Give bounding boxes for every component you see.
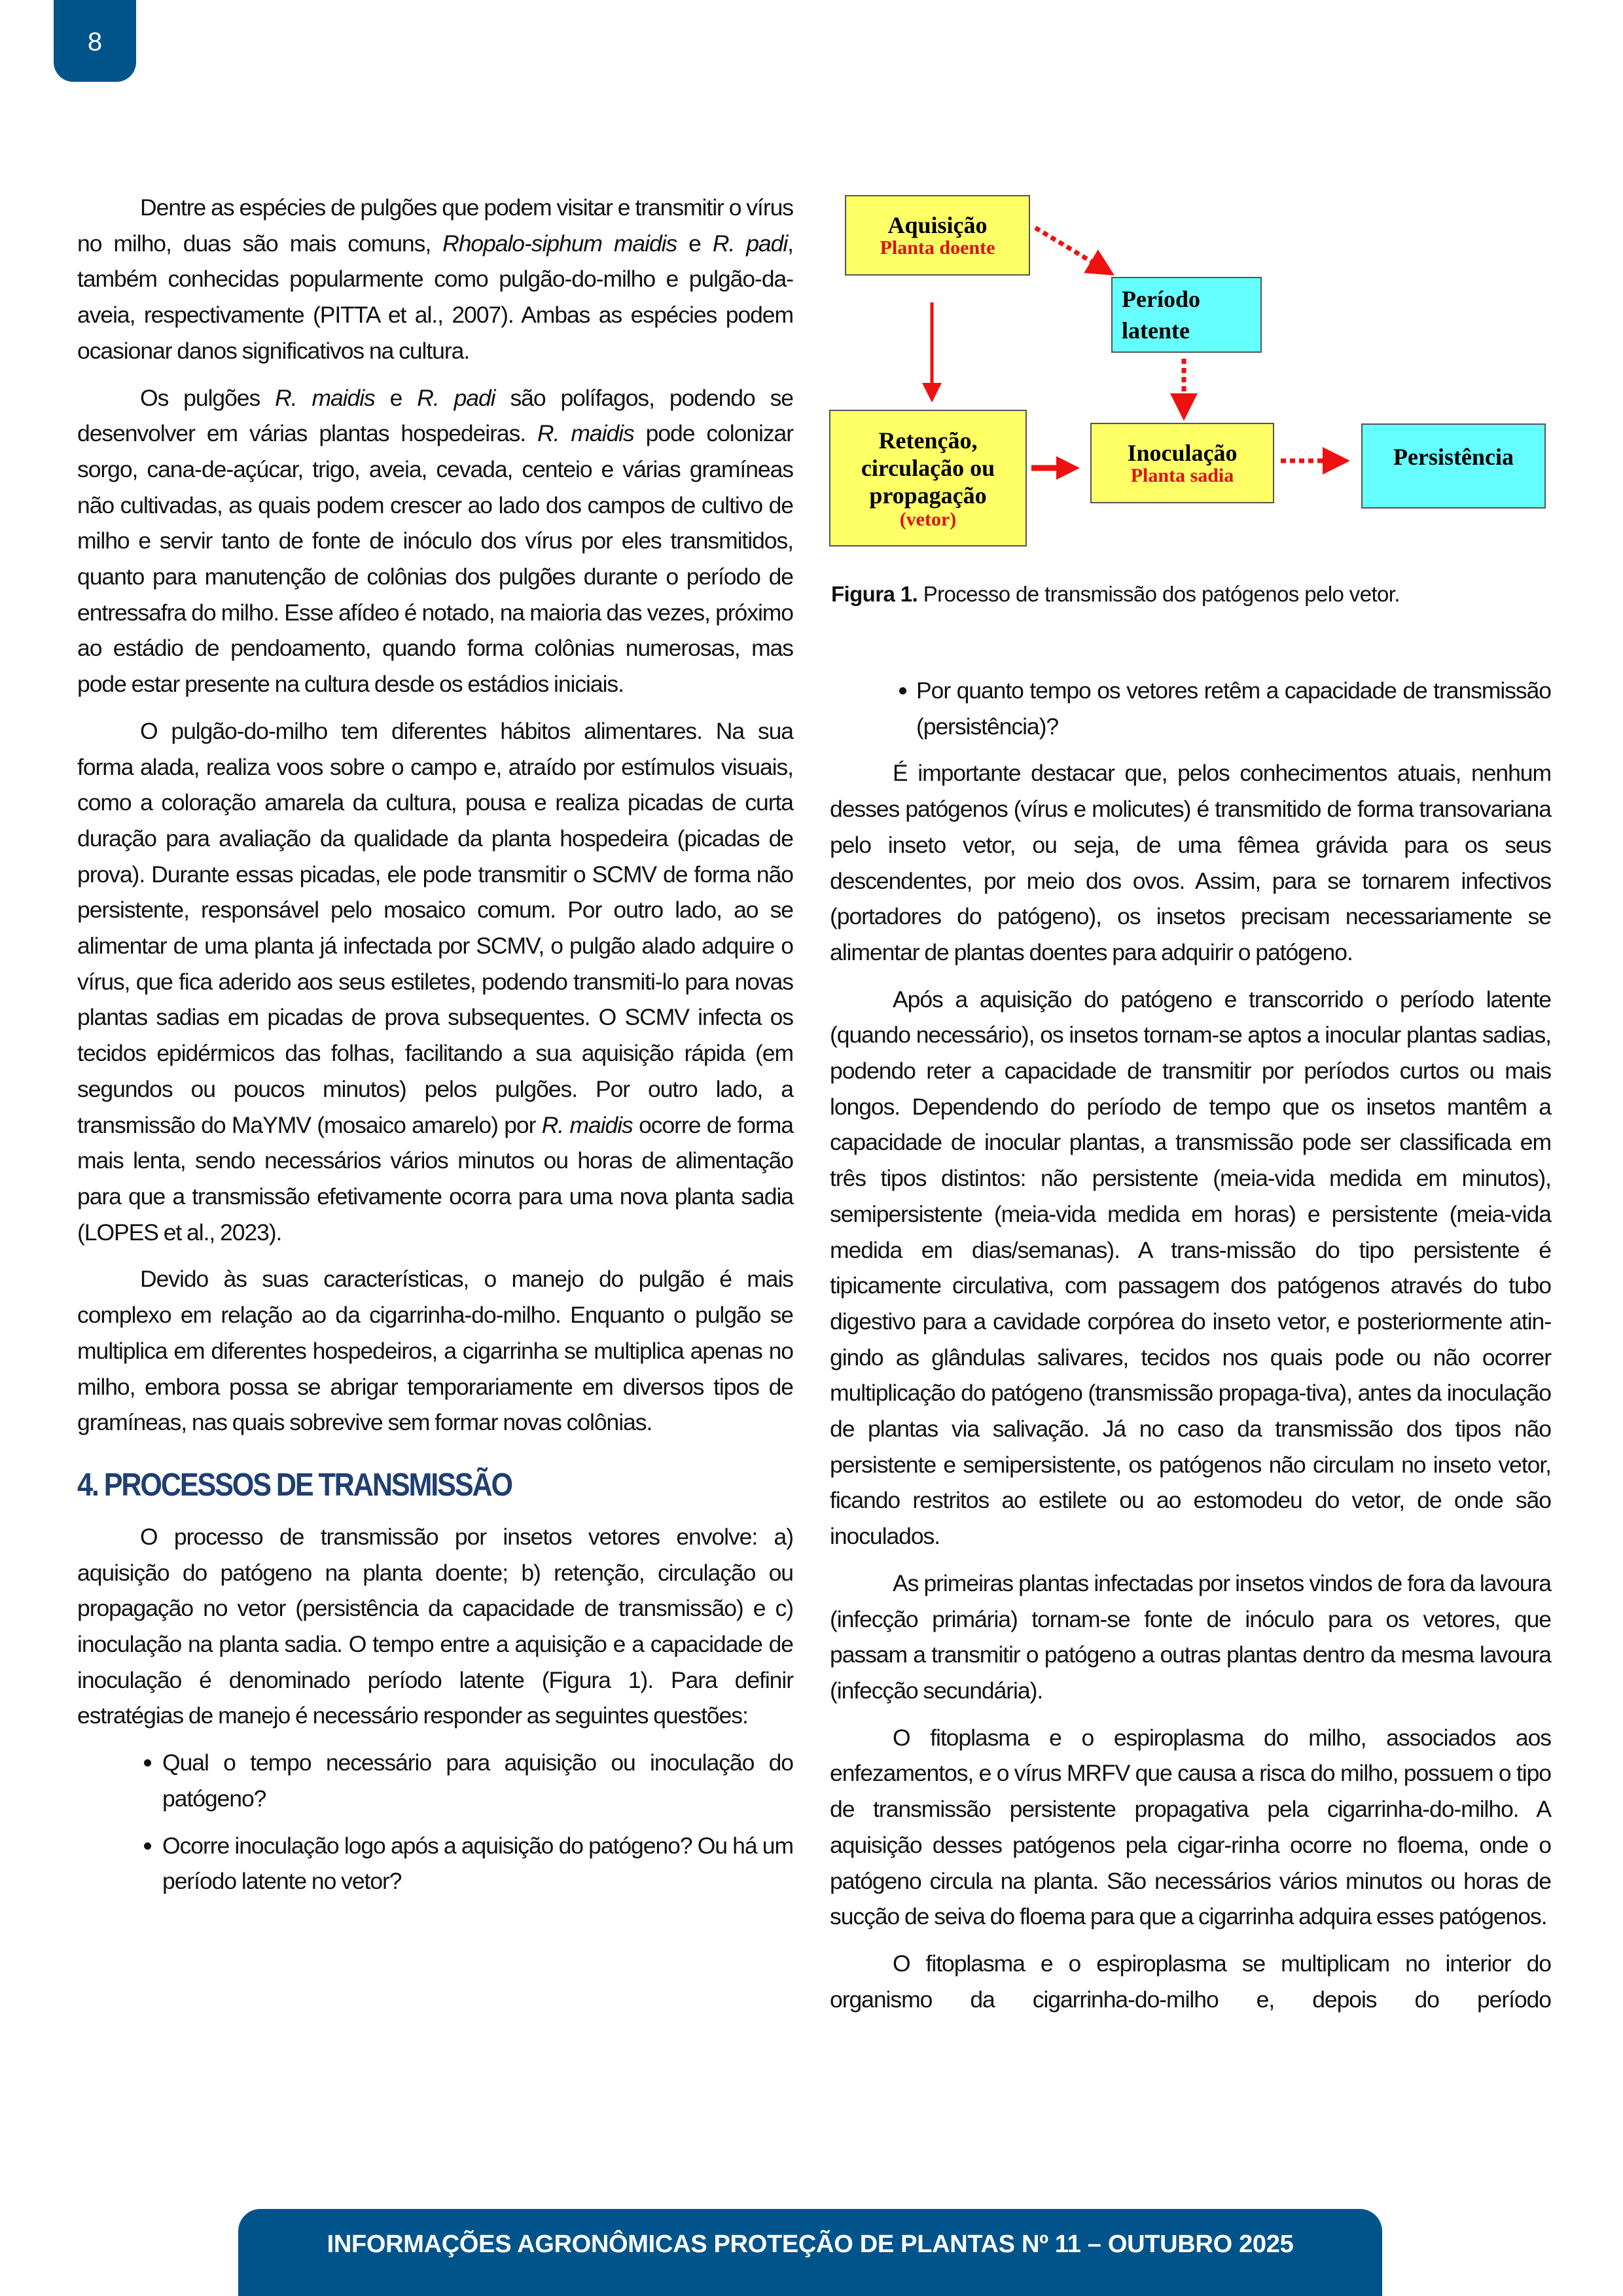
text: são polífagos, podendo se desenvolver em várias plantas hospedeiras. <box>77 384 793 447</box>
text: e <box>374 384 418 411</box>
paragraph <box>77 713 793 1251</box>
question-list <box>77 1745 793 1899</box>
text: Os pulgões <box>140 384 276 411</box>
box-title: Retenção, circulação ou propagação <box>861 427 995 509</box>
species-name: R. maidis <box>275 384 375 411</box>
species-name: R. maidis <box>541 1111 633 1138</box>
text: O pulgão-do-milho tem diferentes hábitos alimentares. Na sua forma alada, realiza voos sobre o campo e, atraído por estímulos visuais, como a coloração amarela da cultura, pousa e realiza picadas de curta duração para avaliação da qualidade da planta hospedeira (picadas de prova). Durante essas picadas, ele pode transmitir o SCMV de forma não persistente, responsável pelo mosaico comum. Por outro lado, ao se alimentar de uma planta já infectada por SCMV, o pulgão alado adquire o vírus, que fica aderido aos seus estiletes, podendo transmiti-lo para novas plantas sadias em picadas de prova subsequentes. O SCMV infecta os tecidos epidérmicos das folhas, facilitando a sua aquisição rápida (em segundos ou poucos minutos) pelos pulgões. Por outro lado, a transmissão do MaYMV (mosaico amarelo) por <box>77 717 793 1138</box>
footer-banner <box>238 2209 1382 2296</box>
bullet-item: Ocorre inoculação logo após a aquisição do patógeno? Ou há um período latente no vetor? <box>77 1828 793 1899</box>
figure-caption <box>831 580 1400 609</box>
paragraph: Devido às suas características, o manejo do pulgão é mais complexo em relação ao da cigarrinha-do-milho. Enquanto o pulgão se multiplica em diferentes hospedeiros, a cigarrinha se multiplica apenas no milho, embora possa se abrigar temporariamente em diversos tipos de gramíneas, nas quais sobrevive sem formar novas colônias. <box>77 1266 793 1436</box>
species-name: Rhopalo-siphum maidis <box>442 230 677 257</box>
footer-text: INFORMAÇÕES AGRONÔMICAS PROTEÇÃO DE PLANTAS Nº 11 – OUTUBRO 2025 <box>327 2231 1294 2258</box>
paragraph: Após a aquisição do patógeno e transcorrido o período latente (quando necessário), os insetos tornam-se aptos a inocular plantas sadias, podendo reter a capacidade de transmitir por períodos curtos ou mais longos. Dependendo do período de tempo que os insetos mantêm a capacidade de inocular plantas, a transmissão pode ser classificada em três tipos distintos: não persistente (meia-vida medida em minutos), semipersistente (meia-vida medida em horas) e persistente (meia-vida medida em dias/semanas). A trans-missão do tipo persistente é tipicamente circulativa, com passagem dos patógenos através do tubo digestivo para a cavidade corpórea do inseto vetor, e posteriormente atin-gindo as glândulas salivares, tecidos nos quais pode ou não ocorrer multiplicação do patógeno (transmissão propaga-tiva), antes da inoculação de plantas via salivação. Já no caso da transmissão dos tipos não persistente e semipersistente, os patógenos não circulam no inseto vetor, ficando restritos ao estilete ou ao estomodeu do vetor, de onde são inoculados. <box>830 986 1551 1550</box>
paragraph: É importante destacar que, pelos conhecimentos atuais, nenhum desses patógenos (vírus e molicutes) é transmitido de forma transovariana pelo inseto vetor, ou seja, de uma fêmea grávida para os seus descendentes, por meio dos ovos. Assim, para se tornarem infectivos (portadores do patógeno), os insetos precisam necessariamente se alimentar de plantas doentes para adquirir o patógeno. <box>830 760 1551 965</box>
bullet-item: Qual o tempo necessário para aquisição ou inoculação do patógeno? <box>77 1745 793 1816</box>
text: , também conhecidas popularmente como pulgão-do-milho e pulgão-da-aveia, respectivamente (PITTA et al., 2007). Ambas as espécies podem ocasionar danos significativos na cultura. <box>77 230 793 364</box>
box-subtitle: Planta sadia <box>1130 464 1234 486</box>
box-title: Persistência <box>1393 444 1514 470</box>
left-column <box>77 190 793 1910</box>
box-periodo-latente <box>1111 277 1262 353</box>
box-persistencia <box>1361 423 1546 509</box>
box-retencao <box>829 410 1027 547</box>
box-inoculacao <box>1090 423 1274 503</box>
paragraph <box>77 190 793 369</box>
box-subtitle: Planta doente <box>880 236 995 259</box>
box-title: Aquisição <box>887 211 988 238</box>
arrow-aquisicao-to-periodo <box>1035 228 1103 268</box>
page-number: 8 <box>87 27 103 56</box>
paragraph: O fitoplasma e o espiroplasma do milho, associados aos enfezamentos, e o vírus MRFV que causa a risca do milho, possuem o tipo de transmissão persistente propagativa pela cigarrinha-do-milho. A aquisição desses patógenos pela cigar-rinha ocorre no floema, onde o patógeno circula na planta. São necessários vários minutos ou horas de sucção de seiva do floema para que a cigarrinha adquira esses patógenos. <box>830 1724 1551 1930</box>
text: pode colonizar sorgo, cana-de-açúcar, trigo, aveia, cevada, centeio e várias gramíneas não cultivadas, as quais podem crescer ao lado dos campos de cultivo de milho e servir tanto de fonte de inóculo dos vírus por eles transmitidos, quanto para manutenção de colônias dos pulgões durante o período de entressafra do milho. Esse afídeo é notado, na maioria das vezes, próximo ao estádio de pendoamento, quando forma colônias numerosas, mas pode estar presente na cultura desde os estádios iniciais. <box>77 420 793 698</box>
bullet-item: Por quanto tempo os vetores retêm a capacidade de transmissão (persistência)? <box>830 673 1551 744</box>
text: Dentre as espécies de pulgões que podem visitar e transmitir o vírus no milho, duas são mais comuns, <box>77 194 793 257</box>
box-title: Período latente <box>1122 286 1200 344</box>
paragraph: As primeiras plantas infectadas por insetos vindos de fora da lavoura (infecção primária) tornam-se fonte de inóculo para os vetores, que passam a transmitir o patógeno a outras plantas dentro da mesma lavoura (infecção secundária). <box>830 1570 1551 1704</box>
right-column <box>830 673 1551 2028</box>
page-number-tab <box>54 0 136 82</box>
species-name: R. maidis <box>537 420 634 447</box>
species-name: R. padi <box>712 230 788 257</box>
box-title: Inoculação <box>1127 439 1238 466</box>
section-heading: 4. PROCESSOS DE TRANSMISSÃO <box>77 1467 512 1503</box>
box-subtitle: (vetor) <box>899 508 957 530</box>
box-aquisicao <box>845 195 1030 276</box>
text: e <box>677 230 713 257</box>
transmission-diagram <box>825 183 1584 576</box>
paragraph: O processo de transmissão por insetos vetores envolve: a) aquisição do patógeno na planta doente; b) retenção, circulação ou propagação no vetor (persistência da capacidade de transmissão) e c) inoculação na planta sadia. O tempo entre a aquisição e a capacidade de inoculação é denominado período latente (Figura 1). Para definir estratégias de manejo é necessário responder as seguintes questões: <box>77 1523 793 1729</box>
caption-text: Processo de transmissão dos patógenos pelo vetor. <box>918 582 1400 606</box>
caption-label: Figura 1. <box>831 582 918 606</box>
species-name: R. padi <box>417 384 495 411</box>
question-list <box>830 673 1551 744</box>
paragraph <box>77 380 793 702</box>
text: ocorre de forma mais lenta, sendo necessários vários minutos ou horas de alimentação para que a transmissão efetivamente ocorra para uma nova planta sadia (LOPES et al., 2023). <box>77 1111 793 1246</box>
paragraph: O fitoplasma e o espiroplasma se multiplicam no interior do organismo da cigarrinha-do-milho e, depois do período <box>830 1950 1551 2013</box>
